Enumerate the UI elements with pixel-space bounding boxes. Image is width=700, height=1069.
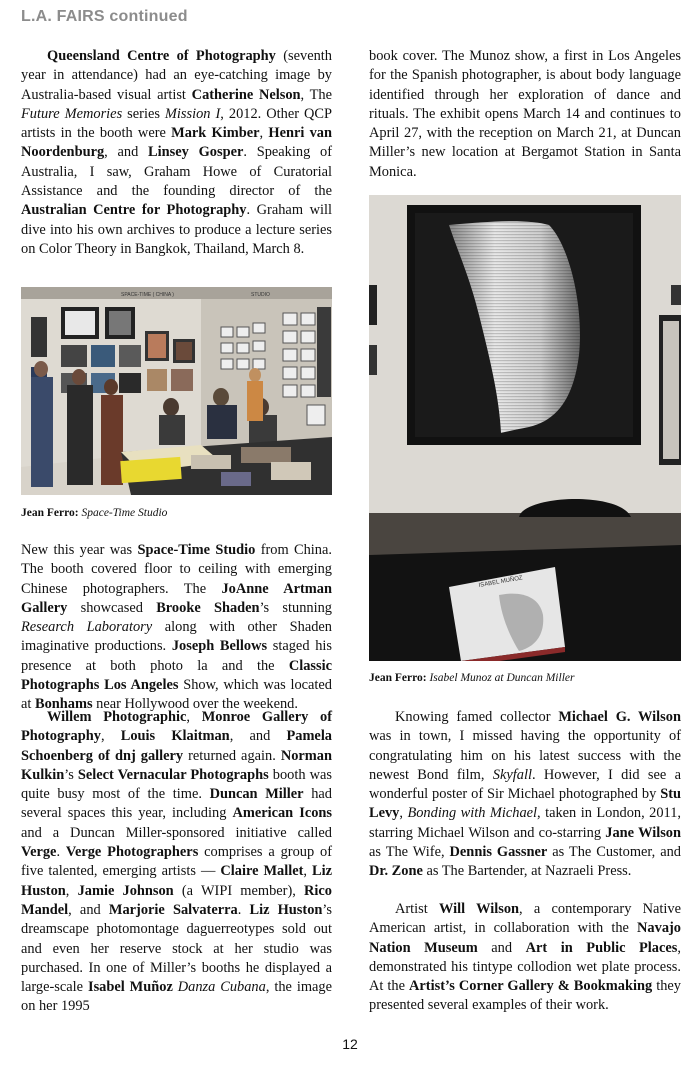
caption-left-credit: Jean Ferro:	[21, 507, 79, 519]
caption-right-credit: Jean Ferro:	[369, 672, 427, 684]
bold-name: Marjorie Salvaterra	[108, 901, 238, 918]
photo-space-time-studio	[21, 287, 332, 495]
text-run: , taken in London, 2011, starring Michael Wilson and co-starring	[369, 805, 681, 841]
text-run: New this year was	[21, 542, 138, 558]
left-paragraph-2	[21, 541, 332, 715]
bold-name: Linsey Gosper	[148, 144, 244, 161]
bold-name: Monroe Gallery of Photography	[21, 709, 332, 745]
paragraph-michael-wilson	[369, 708, 681, 882]
text-run: as The Wife,	[369, 844, 450, 861]
photo-isabel-munoz	[369, 195, 681, 661]
bold-name: Space-Time Studio	[137, 542, 256, 558]
text-run: ,	[399, 805, 408, 822]
text-run: as The Bartender, at Nazraeli Press.	[422, 863, 632, 880]
bold-name: Brooke Shaden	[156, 599, 260, 616]
text-run: and a Duncan Miller-sponsored initiative called	[21, 824, 332, 841]
text-run: ,	[100, 728, 121, 745]
paragraph-qcp	[21, 47, 332, 259]
bold-name: Liz Huston	[21, 863, 333, 899]
right-paragraph-2	[369, 708, 681, 882]
gallery-scene	[369, 195, 681, 661]
bold-name: Norman Kulkin	[21, 747, 332, 783]
text-run: .	[56, 844, 66, 861]
text-run: from China. The booth covered floor to ceiling with emerging Chinese photographers. The	[21, 542, 332, 597]
text-run: , and	[68, 901, 109, 918]
text-run: was in town, I missed having the opportunity of congratulating him on his latest success with the newest Bond film,	[369, 728, 681, 783]
booth-sign-left: SPACE-TIME ( CHINA )	[121, 292, 174, 298]
bold-name: Liz Huston	[249, 901, 323, 918]
text-run: ’s	[64, 766, 78, 783]
text-run: ’s dreamscape photomontage daguerreotypes sold out and even her reserve stock at her studio was purchased. In one of Miller’s booths he displayed a large-scale	[21, 901, 333, 996]
text-run: returned again.	[183, 747, 281, 764]
caption-right-title: Isabel Munoz at Duncan Miller	[429, 672, 575, 684]
bold-name: Mark Kimber	[171, 125, 260, 142]
caption-right	[369, 671, 681, 685]
bold-name: Rico Mandel	[21, 882, 332, 918]
text-run: , a contemporary Native American artist, in collaboration with the	[369, 901, 681, 937]
text-run: comprises a group of five talented, emerging artists —	[21, 844, 332, 880]
left-paragraph-3	[21, 708, 332, 1017]
italic-title: Research Laboratory	[21, 619, 153, 636]
bold-name: Dennis Gassner	[449, 844, 548, 861]
bold-name: Louis Klaitman	[120, 728, 230, 745]
book-title: ISABEL MUÑOZ	[478, 575, 524, 589]
text-run: Artist	[395, 901, 440, 917]
text-run: (seventh year in attendance) had an eye-catching image by Australia-based visual artist	[21, 48, 332, 103]
text-run: along with other Shaden imaginative productions.	[21, 619, 332, 655]
bold-name: Pamela Schoenberg of dnj gallery	[21, 728, 333, 764]
text-run: ,	[186, 709, 202, 725]
bold-name: JoAnne Artman Gallery	[21, 580, 332, 616]
italic-title: Mission I	[164, 105, 221, 122]
bold-name: Classic Photographs Los Angeles	[21, 657, 332, 694]
text-run: , the image on her 1995	[21, 979, 332, 1015]
text-run: . Speaking of Australia, I saw, Graham Howe of Curatorial Assistance and the founding director of the	[21, 144, 333, 200]
text-run: , and	[104, 144, 149, 161]
text-run: had several spaces this year, including	[21, 786, 332, 822]
bold-name: Jane Wilson	[605, 824, 681, 841]
italic-title: Skyfall	[492, 766, 532, 783]
caption-left-title: Space-Time Studio	[81, 507, 168, 519]
text-run: near Hollywood over the weekend.	[92, 696, 298, 713]
right-paragraph-3	[369, 900, 681, 1016]
text-run: . However, I did see a wonderful poster of Sir Michael photographed by	[369, 766, 681, 803]
paragraph-will-wilson	[369, 900, 681, 1016]
bold-name: Art in Public Places	[525, 939, 678, 956]
italic-title: Danza Cubana	[177, 979, 266, 996]
text-run: , and	[229, 728, 287, 745]
bold-name: Isabel Muñoz	[87, 979, 173, 996]
bold-name: Australian Centre for Photography	[21, 202, 247, 219]
text-run: .	[237, 901, 250, 918]
text-run: and	[477, 939, 526, 956]
bold-name: Jamie Johnson	[77, 882, 174, 899]
bold-name: Michael G. Wilson	[558, 709, 681, 725]
paragraph-munoz-show	[369, 47, 681, 182]
bold-name: Catherine Nelson	[191, 86, 301, 103]
caption-left	[21, 506, 332, 520]
text-run: ,	[259, 125, 269, 142]
text-run: book cover. The Munoz show, a first in Los Angeles for the Spanish photographer, is about body language identified through her exploration of dance and rituals. The exhibit opens March 14 and continues to April 27, with the reception on March 21, at Duncan Miller’s new location at Bergamot Station in Santa Monica.	[369, 48, 681, 180]
text-run: (a WIPI member),	[173, 882, 305, 899]
bold-name: Will Wilson	[439, 901, 520, 917]
text-run: booth was quite busy most of the time.	[21, 766, 332, 803]
bold-name: Joseph Bellows	[171, 638, 268, 655]
text-run: ,	[303, 863, 313, 880]
bold-name: Verge	[21, 844, 57, 861]
bold-name: Dr. Zone	[369, 863, 423, 880]
text-run: Knowing famed collector	[395, 709, 559, 725]
text-run: ,	[65, 882, 78, 899]
text-run: , The	[300, 86, 332, 103]
text-run: as The Customer, and	[547, 844, 681, 861]
text-run: , demonstrated his tintype collodion wet plate process. At the	[369, 939, 681, 995]
italic-title: Future Memories	[21, 105, 123, 122]
bold-name: Artist’s Corner Gallery & Bookmaking	[409, 978, 653, 995]
text-run: Show, which was located at	[21, 677, 332, 713]
booth-scene	[21, 287, 332, 495]
bold-name: Duncan Miller	[209, 786, 304, 803]
paragraph-space-time	[21, 541, 332, 715]
bold-name: Navajo Nation Museum	[369, 920, 681, 956]
text-run: , 2012. Other QCP artists in the booth were	[21, 105, 332, 142]
text-run: showcased	[67, 599, 157, 616]
bold-name: Stu Levy	[369, 786, 681, 822]
booth-sign-right: STUDIO	[251, 292, 270, 298]
text-run: series	[122, 105, 165, 122]
bold-name: Select Vernacular Photographs	[77, 766, 269, 783]
text-run: . Graham will dive into his own archives to produce a lecture series on Color Theory in Bangkok, Thailand, March 8.	[21, 202, 332, 257]
italic-title: Bonding with Michael	[407, 805, 538, 822]
section-header: L.A. FAIRS continued	[21, 8, 188, 25]
bold-name: Bonhams	[34, 696, 93, 713]
page-number: 12	[342, 1036, 358, 1052]
text-run: ’s stunning	[259, 599, 332, 616]
text-run: staged his presence at both photo la and the	[21, 638, 332, 674]
bold-name: Henri van Noordenburg	[21, 125, 332, 161]
right-paragraph-1	[369, 47, 681, 182]
paragraph-willem	[21, 708, 332, 1017]
bold-name: Claire Mallet	[220, 863, 304, 880]
bold-name: Verge Photographers	[65, 844, 199, 861]
bold-name: Queensland Centre of Photography	[47, 48, 276, 64]
bold-name: American Icons	[232, 805, 333, 822]
left-paragraph-1	[21, 47, 332, 259]
bold-name: Willem Photographic	[47, 709, 187, 725]
text-run: they presented several examples of their work.	[369, 978, 681, 1014]
